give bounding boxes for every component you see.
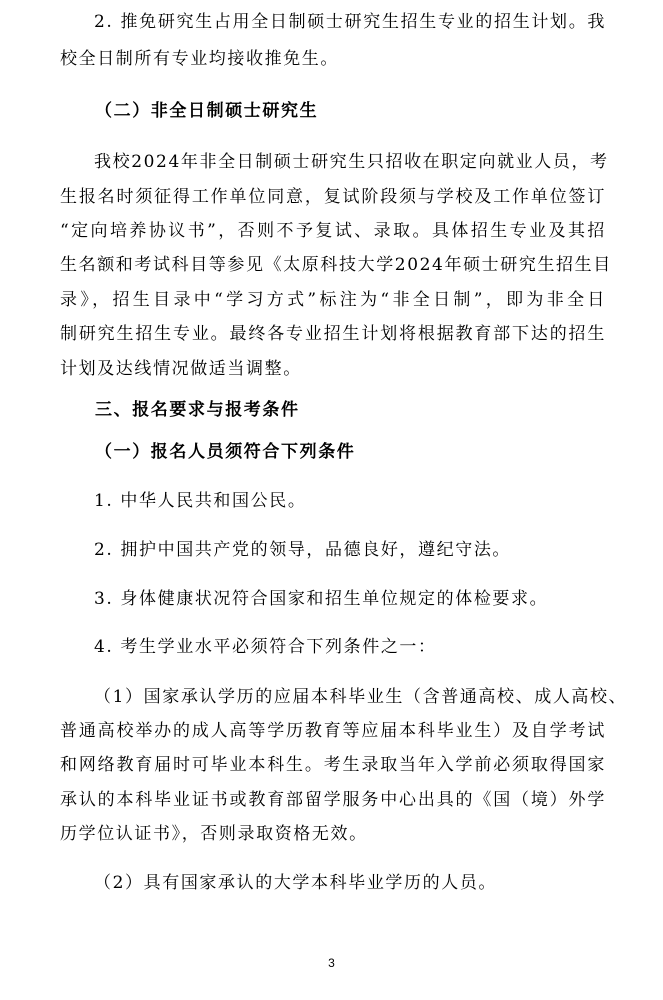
paragraph-line: 录》，招生目录中“学习方式”标注为“非全日制”，即为非全日 <box>60 290 606 310</box>
list-item: 3. 身体健康状况符合国家和招生单位规定的体检要求。 <box>94 589 549 609</box>
list-item: 4. 考生学业水平必须符合下列条件之一： <box>94 637 437 657</box>
paragraph-line: 普通高校举办的成人高等学历教育等应届本科毕业生）及自学考试 <box>60 721 606 741</box>
paragraph-line: 制研究生招生专业。最终各专业招生计划将根据教育部下达的招生 <box>60 324 606 344</box>
page-number: 3 <box>328 956 335 970</box>
section-heading: 三、报名要求与报考条件 <box>95 400 300 420</box>
paragraph-line: 计划及达线情况做适当调整。 <box>60 359 302 379</box>
section-heading: （二）非全日制硕士研究生 <box>95 101 319 121</box>
paragraph-line: 生名额和考试科目等参见《太原科技大学2024年硕士研究生招生目 <box>60 255 612 275</box>
paragraph-line: “定向培养协议书”，否则不予复试、录取。具体招生专业及其招 <box>60 221 606 241</box>
paragraph-line: （1）国家承认学历的应届本科毕业生（含普通高校、成人高校、 <box>94 687 628 707</box>
paragraph-line: （2）具有国家承认的大学本科毕业学历的人员。 <box>94 873 498 893</box>
paragraph-line: 校全日制所有专业均接收推免生。 <box>60 49 339 69</box>
paragraph-line: 2. 推免研究生占用全日制硕士研究生招生专业的招生计划。我 <box>94 12 606 32</box>
paragraph-line: 承认的本科毕业证书或教育部留学服务中心出具的《国（境）外学 <box>60 790 606 810</box>
paragraph-line: 我校2024年非全日制硕士研究生只招收在职定向就业人员，考 <box>94 152 609 172</box>
paragraph-line: 生报名时须征得工作单位同意，复试阶段须与学校及工作单位签订 <box>60 187 606 207</box>
list-item: 1. 中华人民共和国公民。 <box>94 491 307 511</box>
list-item: 2. 拥护中国共产党的领导，品德良好，遵纪守法。 <box>94 540 512 560</box>
paragraph-line: 和网络教育届时可毕业本科生。考生录取当年入学前必须取得国家 <box>60 755 606 775</box>
subsection-heading: （一）报名人员须符合下列条件 <box>95 442 356 462</box>
paragraph-line: 历学位认证书》，否则录取资格无效。 <box>60 824 368 844</box>
